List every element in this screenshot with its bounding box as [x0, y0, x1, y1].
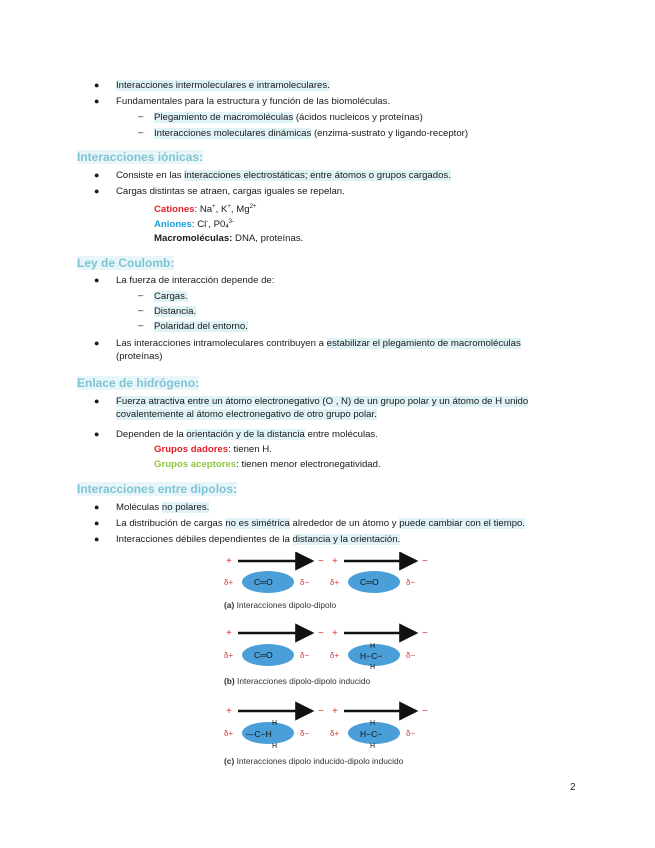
svg-text:+: + [226, 706, 232, 717]
coulomb-item-2: Las interacciones intramoleculares contribuyen a estabilizar el plegamiento de macromoléculas (proteínas) [116, 338, 521, 362]
delta-plus: δ+ [330, 578, 340, 587]
ionic-item-2: Cargas distintas se atraen, cargas iguales se repelan. [116, 186, 345, 197]
svg-text:H: H [370, 720, 376, 727]
heading-hydrogen-bond: Enlace de hidrógeno: [77, 376, 200, 390]
intro-item-1: Interacciones intermoleculares e intramoleculares. [116, 80, 330, 91]
heading-dipoles: Interacciones entre dipolos: [77, 482, 238, 496]
bullet: ● [94, 429, 100, 439]
caption-b: (b) Interacciones dipolo-dipolo inducido [224, 676, 371, 686]
svg-text:−: − [422, 628, 428, 639]
svg-text:δ+: δ+ [224, 729, 234, 738]
bullet: ● [94, 534, 100, 544]
dash: – [138, 290, 144, 301]
coulomb-factor-3: Polaridad del entorno. [154, 321, 248, 332]
intro-subitem-1: Plegamiento de macromoléculas (ácidos nucleicos y proteínas) [154, 112, 423, 123]
dipole-interactions-figure [220, 552, 450, 774]
macromolecules-line: Macromoléculas: DNA, proteínas. [154, 233, 304, 244]
delta-plus: δ+ [224, 578, 234, 587]
co-label: C═O [360, 577, 379, 587]
svg-text:−: − [318, 628, 324, 639]
svg-text:−: − [318, 706, 324, 717]
bullet: ● [94, 275, 100, 285]
dipoles-item-2: La distribución de cargas no es simétrica alrededor de un átomo y puede cambiar con el tiempo. [116, 518, 526, 529]
bullet: ● [94, 396, 100, 406]
minus-sign: − [422, 556, 428, 567]
svg-text:H−C−: H−C− [360, 729, 383, 739]
bullet: ● [94, 96, 100, 106]
svg-text:+: + [226, 628, 232, 639]
page-number: 2 [570, 782, 576, 793]
minus-sign: − [318, 556, 324, 567]
heading-ionic: Interacciones iónicas: [77, 150, 204, 164]
dash: – [138, 127, 144, 138]
plus-sign: + [226, 556, 232, 567]
donors-line: Grupos dadores: tienen H. [154, 444, 272, 455]
svg-text:δ+: δ+ [330, 651, 340, 660]
co-label: C═O [254, 577, 273, 587]
delta-minus: δ− [406, 578, 416, 587]
dipoles-item-3: Interacciones débiles dependientes de la distancia y la orientación. [116, 534, 401, 545]
svg-text:C═O: C═O [254, 650, 273, 660]
svg-text:+: + [332, 628, 338, 639]
intro-item-2: Fundamentales para la estructura y función de las biomoléculas. [116, 96, 391, 107]
dash: – [138, 111, 144, 122]
caption-c: (c) Interacciones dipolo inducido-dipolo inducido [224, 756, 404, 766]
intro-subitem-2: Interacciones moleculares dinámicas (enzima-sustrato y ligando-receptor) [154, 128, 469, 139]
svg-text:H: H [370, 643, 376, 650]
plus-sign: + [332, 556, 338, 567]
dipoles-item-1: Moléculas no polares. [116, 502, 210, 513]
acceptors-line: Grupos aceptores: tienen menor electronegatividad. [154, 459, 381, 470]
svg-text:H−C−: H−C− [360, 651, 383, 661]
svg-text:H: H [370, 664, 376, 671]
svg-text:−: − [422, 706, 428, 717]
svg-text:δ+: δ+ [224, 651, 234, 660]
svg-text:δ−: δ− [406, 651, 416, 660]
svg-text:H: H [272, 720, 278, 727]
bullet: ● [94, 338, 100, 348]
heading-coulomb: Ley de Coulomb: [77, 256, 175, 270]
bullet: ● [94, 80, 100, 90]
svg-text:H: H [272, 743, 278, 750]
svg-text:H: H [370, 743, 376, 750]
svg-text:δ−: δ− [300, 651, 310, 660]
hbond-item-2: Dependen de la orientación y de la distancia entre moléculas. [116, 429, 378, 440]
cations-line: Cationes: Na+, K+, $Mg^{2+}$ [154, 204, 257, 215]
dash: – [138, 305, 144, 316]
ionic-item-1: Consiste en las interacciones electrostáticas; entre átomos o grupos cargados. [116, 170, 451, 181]
svg-text:+: + [332, 706, 338, 717]
bullet: ● [94, 518, 100, 528]
svg-text:δ−: δ− [300, 729, 310, 738]
bullet: ● [94, 170, 100, 180]
coulomb-factor-2: Distancia. [154, 306, 197, 317]
svg-text:δ−: δ− [406, 729, 416, 738]
coulomb-item-1: La fuerza de interacción depende de: [116, 275, 275, 286]
anions-line: Aniones: Cl-, $P0_4^{3-}$ [154, 219, 235, 230]
svg-text:—C−H: —C−H [246, 729, 272, 739]
svg-text:δ+: δ+ [330, 729, 340, 738]
bullet: ● [94, 502, 100, 512]
caption-a: (a) Interacciones dipolo-dipolo [224, 600, 337, 610]
row-b [224, 628, 428, 671]
coulomb-factor-1: Cargas. [154, 291, 188, 302]
hbond-item-1: Fuerza atractiva entre un átomo electronegativo (O , N) de un grupo polar y un átomo de H unido covalentemente al átomo electronegativo de otro grupo polar. [116, 396, 529, 420]
dash: – [138, 320, 144, 331]
row-c [224, 706, 428, 750]
bullet: ● [94, 186, 100, 196]
delta-minus: δ− [300, 578, 310, 587]
row-a [224, 556, 428, 593]
